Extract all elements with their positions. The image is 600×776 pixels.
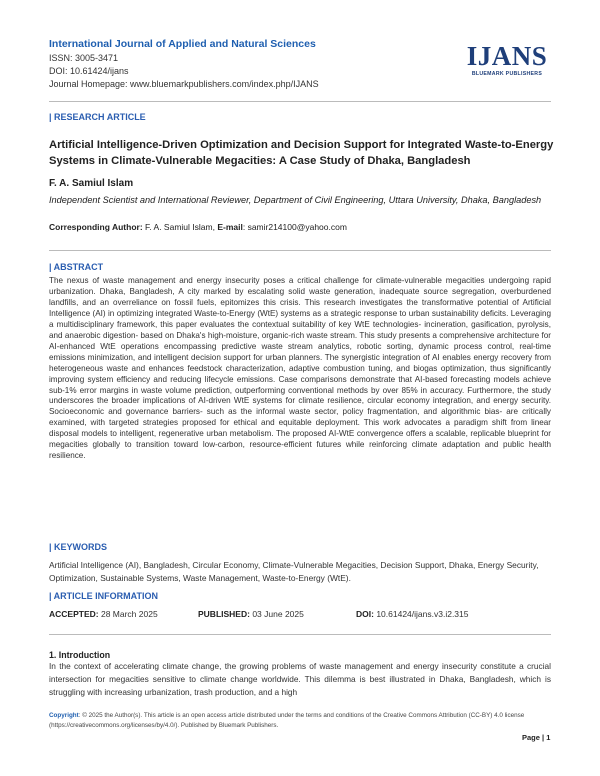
- doi-value[interactable]: 10.61424/ijans.v3.i2.315: [376, 609, 469, 619]
- published-value: 03 June 2025: [252, 609, 304, 619]
- published-date: [198, 609, 304, 619]
- logo-text: IJANS: [466, 41, 548, 71]
- article-doi: [356, 609, 468, 619]
- accepted-date: [49, 609, 158, 619]
- author-name: F. A. Samiul Islam: [49, 178, 134, 189]
- abstract-heading: | ABSTRACT: [49, 262, 104, 272]
- keywords-heading: | KEYWORDS: [49, 542, 108, 552]
- doi-prefix: DOI: 10.61424/ijans: [49, 66, 129, 76]
- article-type: | RESEARCH ARTICLE: [49, 112, 146, 122]
- header-divider: [49, 101, 551, 102]
- section-divider: [49, 250, 551, 251]
- introduction-text: In the context of accelerating climate change, the growing problems of waste management and energy insecurity constitute a crucial intersection for megacities sensitive to climate change worldwide. This dilemma is best illustrated in Dhaka, Bangladesh, which is struggling with increasing urbanization, trash production, and a high: [49, 661, 551, 697]
- page-number: Page | 1: [522, 733, 551, 742]
- author-affiliation: Independent Scientist and International Reviewer, Department of Civil Engineering, Uttara University, Dhaka, Bangladesh: [49, 195, 542, 205]
- corresponding-author: [49, 222, 347, 232]
- accepted-value: 28 March 2025: [100, 609, 158, 619]
- email-label: E-mail: [217, 222, 243, 232]
- accepted-label: ACCEPTED:: [49, 609, 99, 619]
- keywords-text: Artificial Intelligence (AI), Bangladesh, Circular Economy, Climate-Vulnerable Megacities, Decision Support, Dhaka, Energy Security, Optimization, Sustainable Systems, Waste Management, Waste-to-Energy (WtE).: [49, 560, 539, 583]
- introduction-heading: 1. Introduction: [49, 650, 111, 660]
- journal-name: International Journal of Applied and Natural Sciences: [49, 38, 316, 50]
- issn: ISSN: 3005-3471: [49, 53, 119, 63]
- doi-label: DOI:: [356, 609, 374, 619]
- copyright-label: Copyright: [49, 712, 79, 719]
- paper-title: Artificial Intelligence-Driven Optimization and Decision Support for Integrated Waste-to-Energy Systems in Climate-Vulnerable Megacities: A Case Study of Dhaka, Bangladesh: [49, 139, 554, 167]
- article-info-heading: | ARTICLE INFORMATION: [49, 591, 159, 601]
- logo-publisher: BLUEMARK PUBLISHERS: [471, 71, 543, 77]
- corresponding-label: Corresponding Author:: [49, 222, 143, 232]
- copyright-notice: [49, 711, 554, 730]
- intro-divider: [49, 634, 551, 635]
- email-address[interactable]: : samir214100@yahoo.com: [242, 222, 347, 232]
- copyright-text: : © 2025 the Author(s). This article is an open access article distributed under the terms and conditions of the Creative Commons Attribution (CC-BY) 4.0 license (https://creativecommons.org/licenses/by/4.0/). Published by Bluemark Publishers.: [49, 712, 525, 729]
- published-label: PUBLISHED:: [198, 609, 250, 619]
- journal-homepage[interactable]: Journal Homepage: www.bluemarkpublishers.com/index.php/IJANS: [49, 79, 319, 89]
- abstract-text: The nexus of waste management and energy insecurity poses a critical challenge for climate-vulnerable megacities undergoing rapid urbanization. Dhaka, Bangladesh, A city marked by escalating solid waste generation, inadequate source segregation, overburdened landfills, and an overreliance on fossil fuels, epitomizes this crisis. This research investigates the transformative potential of Artificial Intelligence (AI) in optimizing integrated Waste-to-Energy (WtE) systems as a strategic response to urban sustainability deficits. Leveraging a multidisciplinary framework, this paper evaluates the contextual suitability of key WtE technologies- incineration, gasification, pyrolysis, and anaerobic digestion- based on Dhaka's high-moisture, organic-rich waste stream. This study presents a comprehensive architecture for AI-enhanced WtE operations encompassing predictive waste stream analytics, robotic sorting, dynamic process control, real-time emissions minimization, and intelligent decision support for urban planners. The synergistic integration of AI enables energy recovery from heterogeneous waste and enhances feedstock characterization, adaptive combustion tuning, and biogas optimization, thus significantly improving system efficiency and reducing lifecycle emissions. Case comparisons demonstrate that AI-based forecasting models achieve sub-1% error margins in waste volume prediction, outperforming conventional methods by over 85% in accuracy. Furthermore, the study underscores the broader implications of AI-driven WtE systems for climate resilience, circular economy integration, and energy security. Socioeconomic and governance barriers- such as the informal waste sector, policy fragmentation, and algorithmic bias- are critically examined, with targeted strategies proposed for ethical and equitable deployment. This work advocates a paradigm shift from linear disposal models to intelligent, regenerative urban metabolism. The proposed AI-WtE convergence offers a scalable, replicable blueprint for megacities globally to transition toward low-carbon, resource-efficient futures while reinforcing climate adaptation and public health resilience.: [49, 276, 551, 461]
- corresponding-name: F. A. Samiul Islam,: [145, 222, 215, 232]
- journal-logo: [462, 42, 552, 77]
